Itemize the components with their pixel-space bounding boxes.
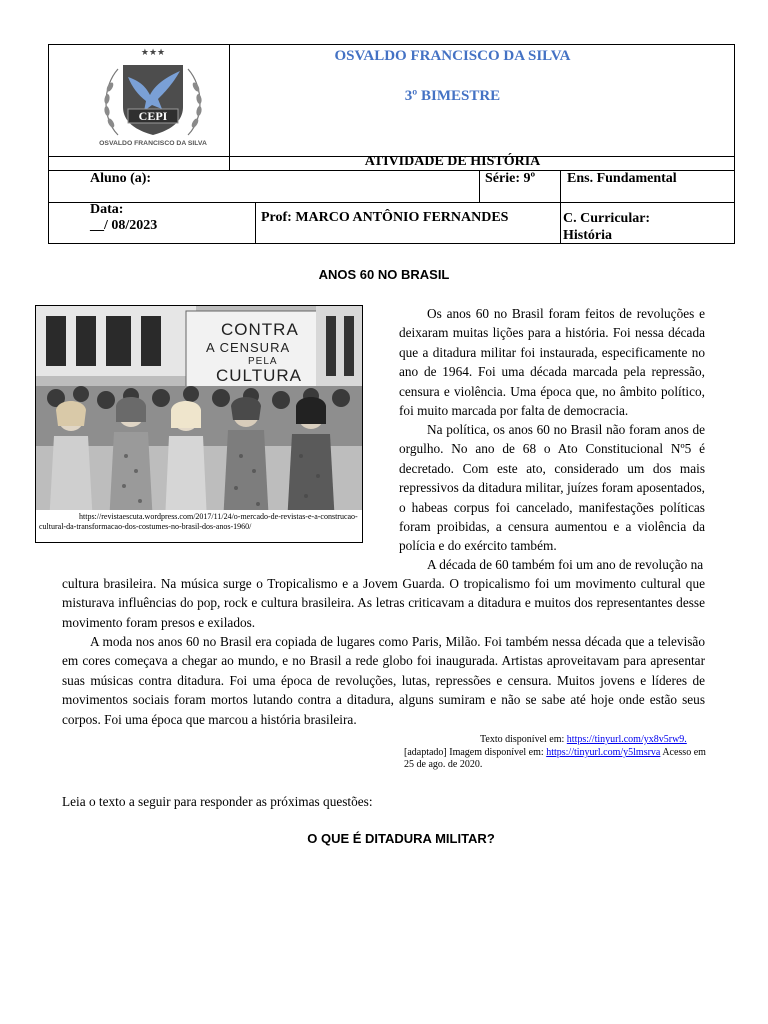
student-label: Aluno (a):	[90, 171, 152, 186]
logo-stars: ★★★	[140, 47, 166, 57]
text-source-label: Texto disponível em:	[480, 734, 565, 745]
photo-caption: https://revistaescuta.wordpress.com/2017/11/24/o-mercado-de-revistas-e-a-construcao-cultural-da-transformacao-dos-costumes-no-brasil-dos-anos-1960/	[36, 510, 362, 542]
text-source-link[interactable]: https://tinyurl.com/yx8v5rw9.	[566, 734, 687, 745]
paragraph-3-rest: cultura brasileira. Na música surge o Tropicalismo e a Jovem Guarda. O tropicalismo foi um movimento cultural que misturava influências do pop, rock e cultura brasileira. As letras criticavam a ditadura e muitos dos representantes desse movimento foram presos e exilados.	[62, 576, 705, 630]
level-label: Ens. Fundamental	[567, 171, 677, 186]
date-value: __/ 08/2023	[90, 218, 158, 233]
paragraph-4: A moda nos anos 60 no Brasil era copiada de lugares como Paris, Milão. Foi também nessa década que a televisão em cores começava a chegar ao mundo, e no Brasil a rede globo foi inaugurada. Artistas aproveitavam para apresentar suas músicas contra ditadura. Foi uma época de revoluções, lutas, repressões e censura. Muitos jovens e líderes de movimentos sociais foram mortos lutando contra a ditadura, alguns sumiram e não se sabe até hoje onde estão seus corpos. Foi uma época que marcou a história brasileira.	[62, 634, 705, 727]
date-label: Data:	[90, 202, 124, 217]
image-source-label: [adaptado] Imagem disponível em:	[404, 747, 544, 758]
curriculum-label: C. Curricular:	[563, 211, 651, 226]
teacher-label: Prof: MARCO ANTÔNIO FERNANDES	[261, 210, 509, 225]
curriculum-value: História	[563, 228, 612, 243]
question-heading: O QUE É DITADURA MILITAR?	[307, 831, 495, 846]
paragraph-1: Os anos 60 no Brasil foram feitos de revoluções e deixaram muitas lições para a história. Foi nessa década que a ditadura militar foi instaurada, especificamente no ano de 1964. Foi uma década marcada pela repressão, censura e violência. Uma época que, no âmbito político, foi muito marcada por falta de democracia.	[399, 306, 705, 419]
banner-line-1: CONTRA	[221, 320, 299, 339]
image-source-suffix: Acesso em 25 de ago. de 2020.	[404, 747, 706, 770]
logo-school-text: OSVALDO FRANCISCO DA SILVA	[99, 140, 207, 147]
activity-title: ATIVIDADE DE HISTÓRIA	[364, 154, 541, 169]
school-logo	[88, 47, 218, 155]
banner-line-2: A CENSURA	[206, 340, 291, 355]
instruction-text: Leia o texto a seguir para responder as próximas questões:	[62, 794, 373, 809]
image-source-link[interactable]: https://tinyurl.com/y5lmsrva	[546, 747, 661, 758]
text-source	[480, 734, 710, 746]
page-title: ANOS 60 NO BRASIL	[318, 267, 450, 282]
banner-line-3: PELA	[248, 356, 278, 367]
grade-label: Série: 9º	[485, 171, 536, 186]
paragraph-3-start: A década de 60 também foi um ano de revolução na	[427, 557, 704, 572]
image-source	[404, 747, 712, 771]
paragraph-2: Na política, os anos 60 no Brasil não foram anos de orgulho. No ano de 68 o Ato Constitucional Nº5 é decretado. Com este ato, considerado um dos mais repressivos da ditadura militar, juízes foram aposentados, o habeas corpus foi cancelado, manifestações políticas foram proibidas, a censura aumentou e a violência da polícia e do exército também.	[399, 422, 705, 554]
logo-acronym: CEPI	[138, 109, 168, 123]
banner-line-4: CULTURA	[216, 366, 303, 385]
term-title: 3º BIMESTRE	[404, 88, 501, 104]
protest-photo	[35, 305, 363, 543]
school-name: OSVALDO FRANCISCO DA SILVA	[334, 48, 571, 64]
